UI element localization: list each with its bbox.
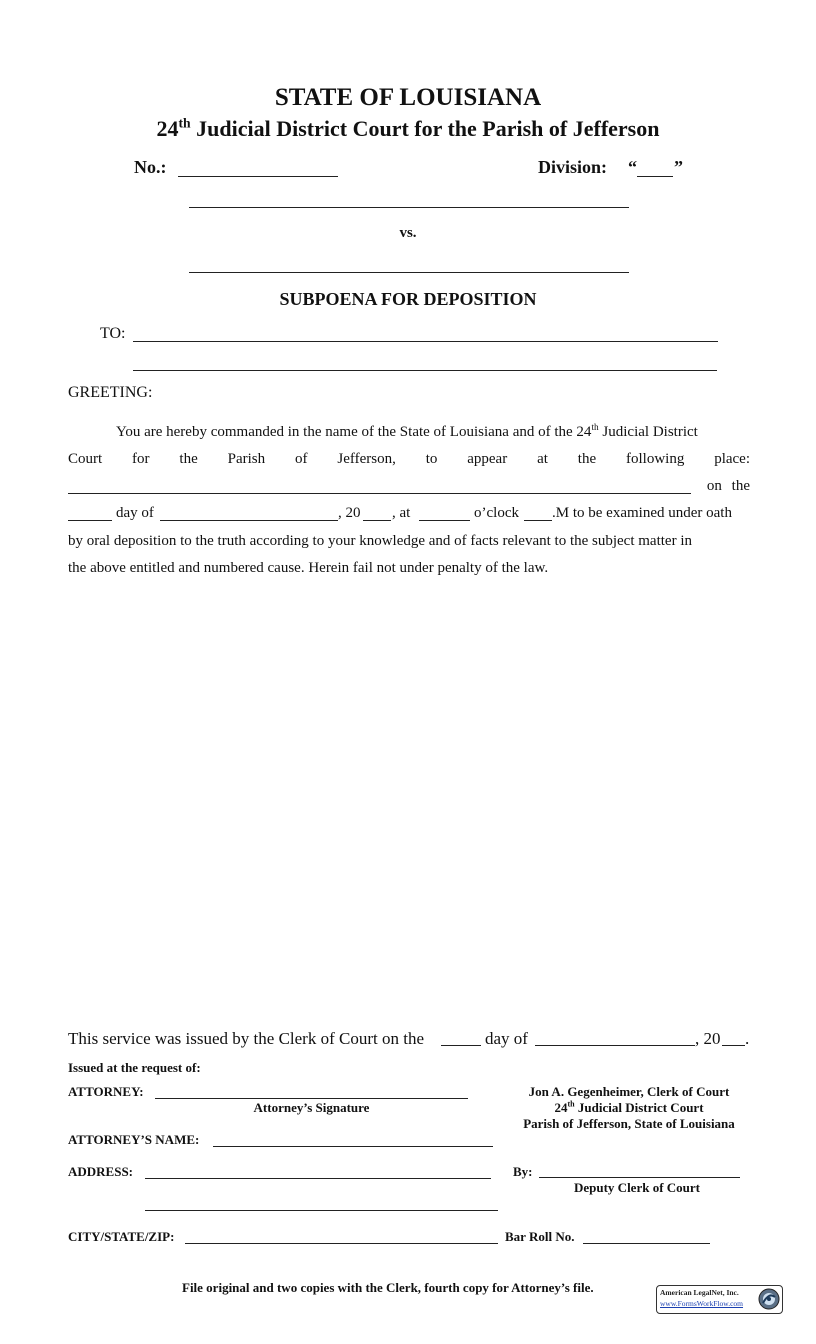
- attorney-signature-caption: Attorney’s Signature: [253, 1100, 370, 1115]
- division-close-quote: ”: [674, 157, 683, 177]
- recipient-field-1[interactable]: [133, 341, 718, 342]
- oclock-label: o’clock: [474, 505, 519, 521]
- place-field[interactable]: [68, 493, 691, 494]
- deputy-clerk-caption: Deputy Clerk of Court: [573, 1180, 700, 1195]
- clerk-court: [504, 1100, 754, 1116]
- court-suffix: th: [178, 115, 191, 131]
- year-field[interactable]: [363, 520, 391, 521]
- bar-roll-label: Bar Roll No.: [505, 1229, 575, 1244]
- day-field[interactable]: [68, 520, 112, 521]
- body-line-2: Court for the Parish of Jefferson, to appear at the following place:: [68, 451, 750, 467]
- body-line-6: the above entitled and numbered cause. Herein fail not under penalty of the law.: [68, 560, 549, 576]
- defendant-field[interactable]: [189, 272, 629, 273]
- body-line-1: [116, 419, 750, 446]
- day-of-label: day of: [116, 505, 154, 521]
- at-label: , at: [392, 505, 411, 521]
- file-instructions: File original and two copies with the Clerk, fourth copy for Attorney’s file.: [182, 1280, 594, 1295]
- body-line-1-text-b: Judicial District: [598, 424, 698, 440]
- to-label: TO:: [100, 325, 126, 342]
- logo-company-name: American LegalNet, Inc.: [660, 1288, 739, 1297]
- division-open-quote: “: [628, 157, 637, 177]
- body-line-5: by oral deposition to the truth according to your knowledge and of facts relevant to the subject matter in: [68, 533, 692, 549]
- document-title: SUBPOENA FOR DEPOSITION: [279, 289, 537, 309]
- service-text-c: , 20: [695, 1029, 721, 1048]
- city-state-zip-label: CITY/STATE/ZIP:: [68, 1229, 175, 1244]
- service-text-d: .: [745, 1029, 750, 1048]
- clerk-court-number: 24: [554, 1100, 568, 1115]
- clerk-parish: Parish of Jefferson, State of Louisiana: [523, 1116, 735, 1131]
- state-heading: STATE OF LOUISIANA: [274, 84, 542, 111]
- division-label: Division:: [538, 157, 608, 177]
- city-state-zip-field[interactable]: [185, 1243, 498, 1244]
- case-number-label: No.:: [134, 157, 167, 177]
- service-text-a: This service was issued by the Clerk of Court on the: [68, 1029, 424, 1048]
- service-month-field[interactable]: [535, 1045, 695, 1046]
- court-name: Judicial District Court for the Parish of Jefferson: [190, 116, 660, 141]
- address-label: ADDRESS:: [68, 1164, 134, 1179]
- attorney-signature-field[interactable]: [155, 1098, 468, 1099]
- deputy-clerk-signature-field[interactable]: [539, 1177, 740, 1178]
- service-year-field[interactable]: [722, 1045, 745, 1046]
- address-field-2[interactable]: [145, 1210, 498, 1211]
- year-label: , 20: [338, 505, 361, 521]
- by-label: By:: [513, 1164, 533, 1179]
- court-heading: [0, 116, 816, 142]
- service-text-b: day of: [485, 1029, 528, 1048]
- body-line-1-text-a: You are hereby commanded in the name of the State of Louisiana and of the 24: [116, 424, 592, 440]
- ampm-field[interactable]: [524, 520, 552, 521]
- attorney-name-field[interactable]: [213, 1146, 493, 1147]
- attorney-label: ATTORNEY:: [68, 1084, 144, 1099]
- division-field[interactable]: [637, 176, 673, 177]
- greeting-label: GREETING:: [68, 384, 153, 401]
- service-day-field[interactable]: [441, 1045, 481, 1046]
- court-number: 24: [156, 116, 179, 141]
- body-line-4-end: .M to be examined under oath: [552, 505, 732, 521]
- address-field-1[interactable]: [145, 1178, 491, 1179]
- versus-label: vs.: [399, 225, 417, 241]
- clerk-name: Jon A. Gegenheimer, Clerk of Court: [528, 1084, 730, 1099]
- body-line-1-sup: th: [591, 423, 599, 433]
- bar-roll-field[interactable]: [583, 1243, 710, 1244]
- attorney-name-label: ATTORNEY’S NAME:: [68, 1132, 200, 1147]
- recipient-field-2[interactable]: [133, 370, 717, 371]
- case-number-field[interactable]: [178, 176, 338, 177]
- globe-icon: [758, 1288, 780, 1310]
- publisher-logo: [656, 1285, 783, 1314]
- clerk-court-name: Judicial District Court: [574, 1100, 704, 1115]
- plaintiff-field[interactable]: [189, 207, 629, 208]
- hour-field[interactable]: [419, 520, 470, 521]
- month-field[interactable]: [160, 520, 338, 521]
- body-line-3-end: on the: [706, 478, 750, 494]
- logo-website: www.FormsWorkFlow.com: [660, 1299, 744, 1308]
- issued-request-label: Issued at the request of:: [68, 1060, 201, 1075]
- clerk-court-suffix: th: [567, 1099, 575, 1109]
